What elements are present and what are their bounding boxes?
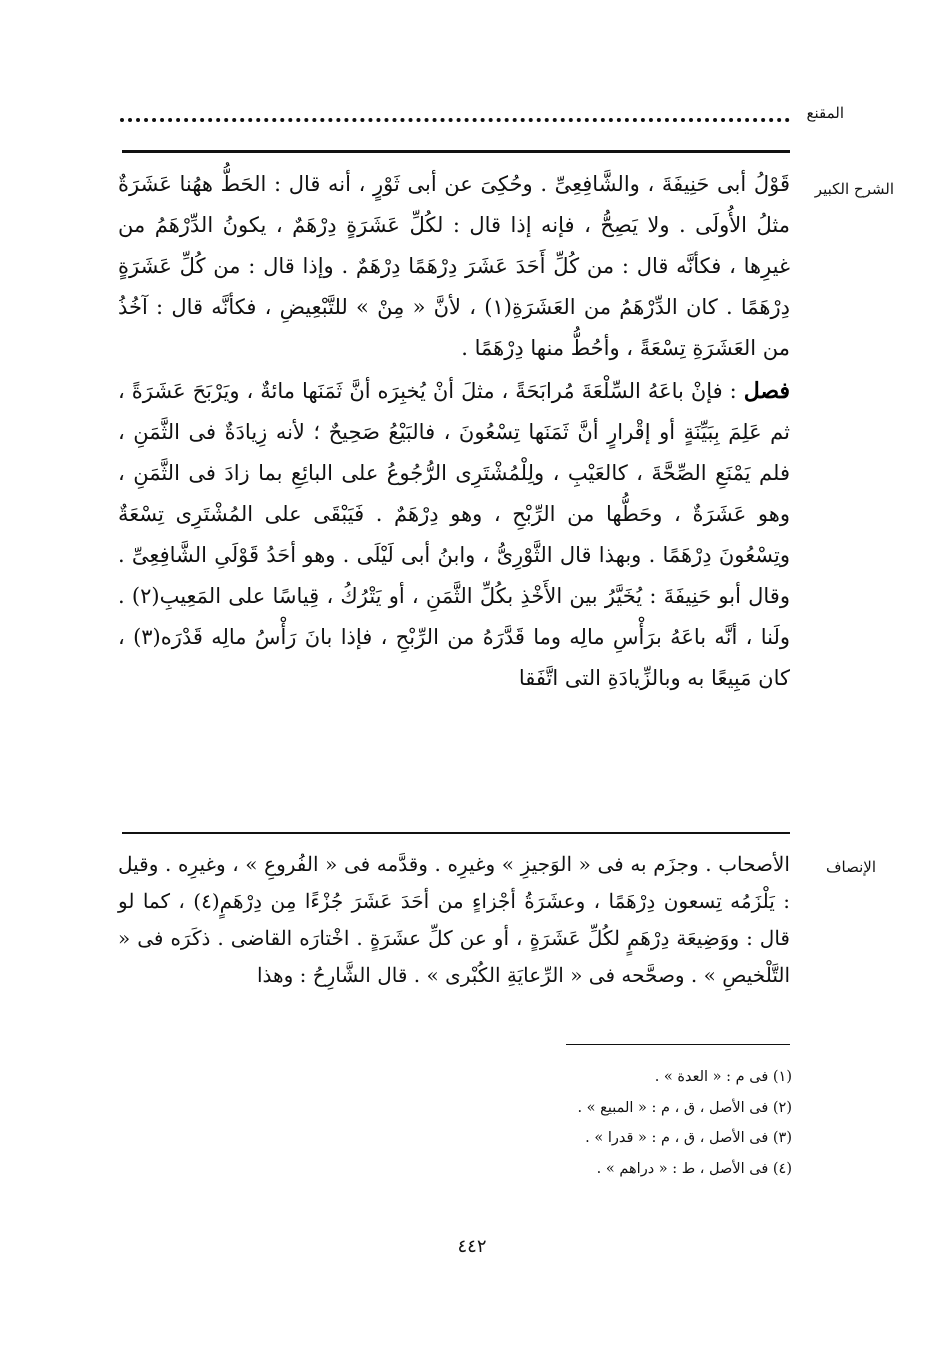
margin-label-sharh: الشرح الكبير <box>814 180 894 198</box>
section-heading-fasl: فصل <box>743 378 790 404</box>
main-paragraph-2 <box>118 371 790 699</box>
footnote-3: (٣) فى الأصل ، ق ، م : « قدرا » . <box>585 1130 792 1146</box>
footnote-1: (١) فى م : « العدة » . <box>654 1069 792 1085</box>
header-dotted-rule <box>120 112 790 122</box>
footnotes <box>292 1062 792 1184</box>
footnote-2: (٢) فى الأصل ، ق ، م : « المبيع » . <box>577 1099 792 1116</box>
margin-label-insaf: الإنصاف <box>825 858 876 876</box>
main-text-block <box>118 164 790 701</box>
middle-divider <box>122 832 790 834</box>
footnote-4: (٤) فى الأصل ، ط : « دراهم » . <box>596 1160 792 1177</box>
footnote-divider <box>566 1044 790 1045</box>
main-paragraph-1: قَوْلُ أبى حَنِيفَةَ ، والشَّافِعِىِّ . وحُكِىَ عن أبى ثَوْرٍ ، أنه قال : الحَطُّ ههُنا عَشَرَةٌ مثلُ الأُولَى . ولا يَصِحُّ ، فإنه إذا قال : لكُلِّ عَشَرَةٍ دِرْهَمٌ ، يكونُ الدِّرْهَمُ من غيرِها ، فكأنَّه قال : من كُلِّ أَحَدَ عَشَرَ دِرْهَمًا دِرْهَمٌ . وإذا قال : من كُلِّ عَشَرَةٍ دِرْهَمًا . كان الدِّرْهَمُ من العَشَرَةِ(١) ، لأنَّ « مِنْ » للتَّبْعِيضِ ، فكأنَّه قال : آخُذُ من العَشَرَةِ تِسْعَةً ، وأحُطُّ منها دِرْهَمًا . <box>118 172 790 360</box>
top-divider <box>122 150 790 153</box>
running-header-title: المقنع <box>806 104 844 122</box>
page-number: ٤٤٢ <box>457 1236 487 1257</box>
insaf-text-block: الأصحاب . وجزَم به فى « الوَجيزِ » وغيرِه . وقدَّمه فى « الفُروعِ » ، وغيرِه . وقيل : يَلْزَمُه تِسعون دِرْهَمًا ، وعشَرَةُ أجْزاءٍ من أحَدَ عَشَرَ جُزْءًا مِن دِرْهَمٍ(٤) ، كما لو قال : ووَضِيعَة دِرْهَمٍ لكُلِّ عَشَرَةٍ ، أو عن كلِّ عشَرَةٍ . اخْتارَه القاضى . ذكَرَه فى « التَّلْخيصِ » . وصحَّحه فى « الرِّعايَةِ الكُبْرى » . قال الشَّارِحُ : وهذا <box>118 852 790 987</box>
main-paragraph-2-text: : فإنْ باعَهُ السِّلْعَةَ مُرابَحَةً ، مثلَ أنْ يُخبِرَه أنَّ ثَمَنَها مائةٌ ، ويَرْبَحَ عَشَرَةً ، ثم عَلِمَ بِبَيِّنَةٍ أو إقْرارٍ أنَّ ثَمَنَها تِسْعُونَ ، فالبَيْعُ صَحِيحٌ ؛ لأنه زِيادَةٌ فى الثَّمَنِ ، فلم يَمْنَعِ الصِّحَّةَ ، كالعَيْبِ ، ولِلْمُشْتَرِى الرُّجُوعُ على البائِعِ بما زادَ فى الثَّمَنِ ، وهو عَشَرَةٌ ، وحَطُّها من الرِّبْحِ ، وهو دِرْهَمٌ . فَيَبْقَى على المُشْتَرِى تِسْعَةٌ وتِسْعُونَ دِرْهَمًا . وبهذا قال الثَّوْرِىُّ ، وابنُ أبى لَيْلَى . وهو أحَدُ قَوْلَىِ الشَّافِعِىِّ . وقال أبو حَنِيفَةَ : يُخَيَّرُ بين الأَخْذِ بكُلِّ الثَّمَنِ ، أو يَتْرُكُ ، قِياسًا على المَعِيبِ(٢) . ولَنا ، أنَّه باعَهُ برَأْسِ مالِه وما قَدَّرَهُ من الرِّبْحِ ، فإذا بانَ رَأْسُ مالِه قَدْرَه(٣) ، كان مَبِيعًا به وبالزِّيادَةِ التى اتَّفَقا <box>118 379 790 690</box>
